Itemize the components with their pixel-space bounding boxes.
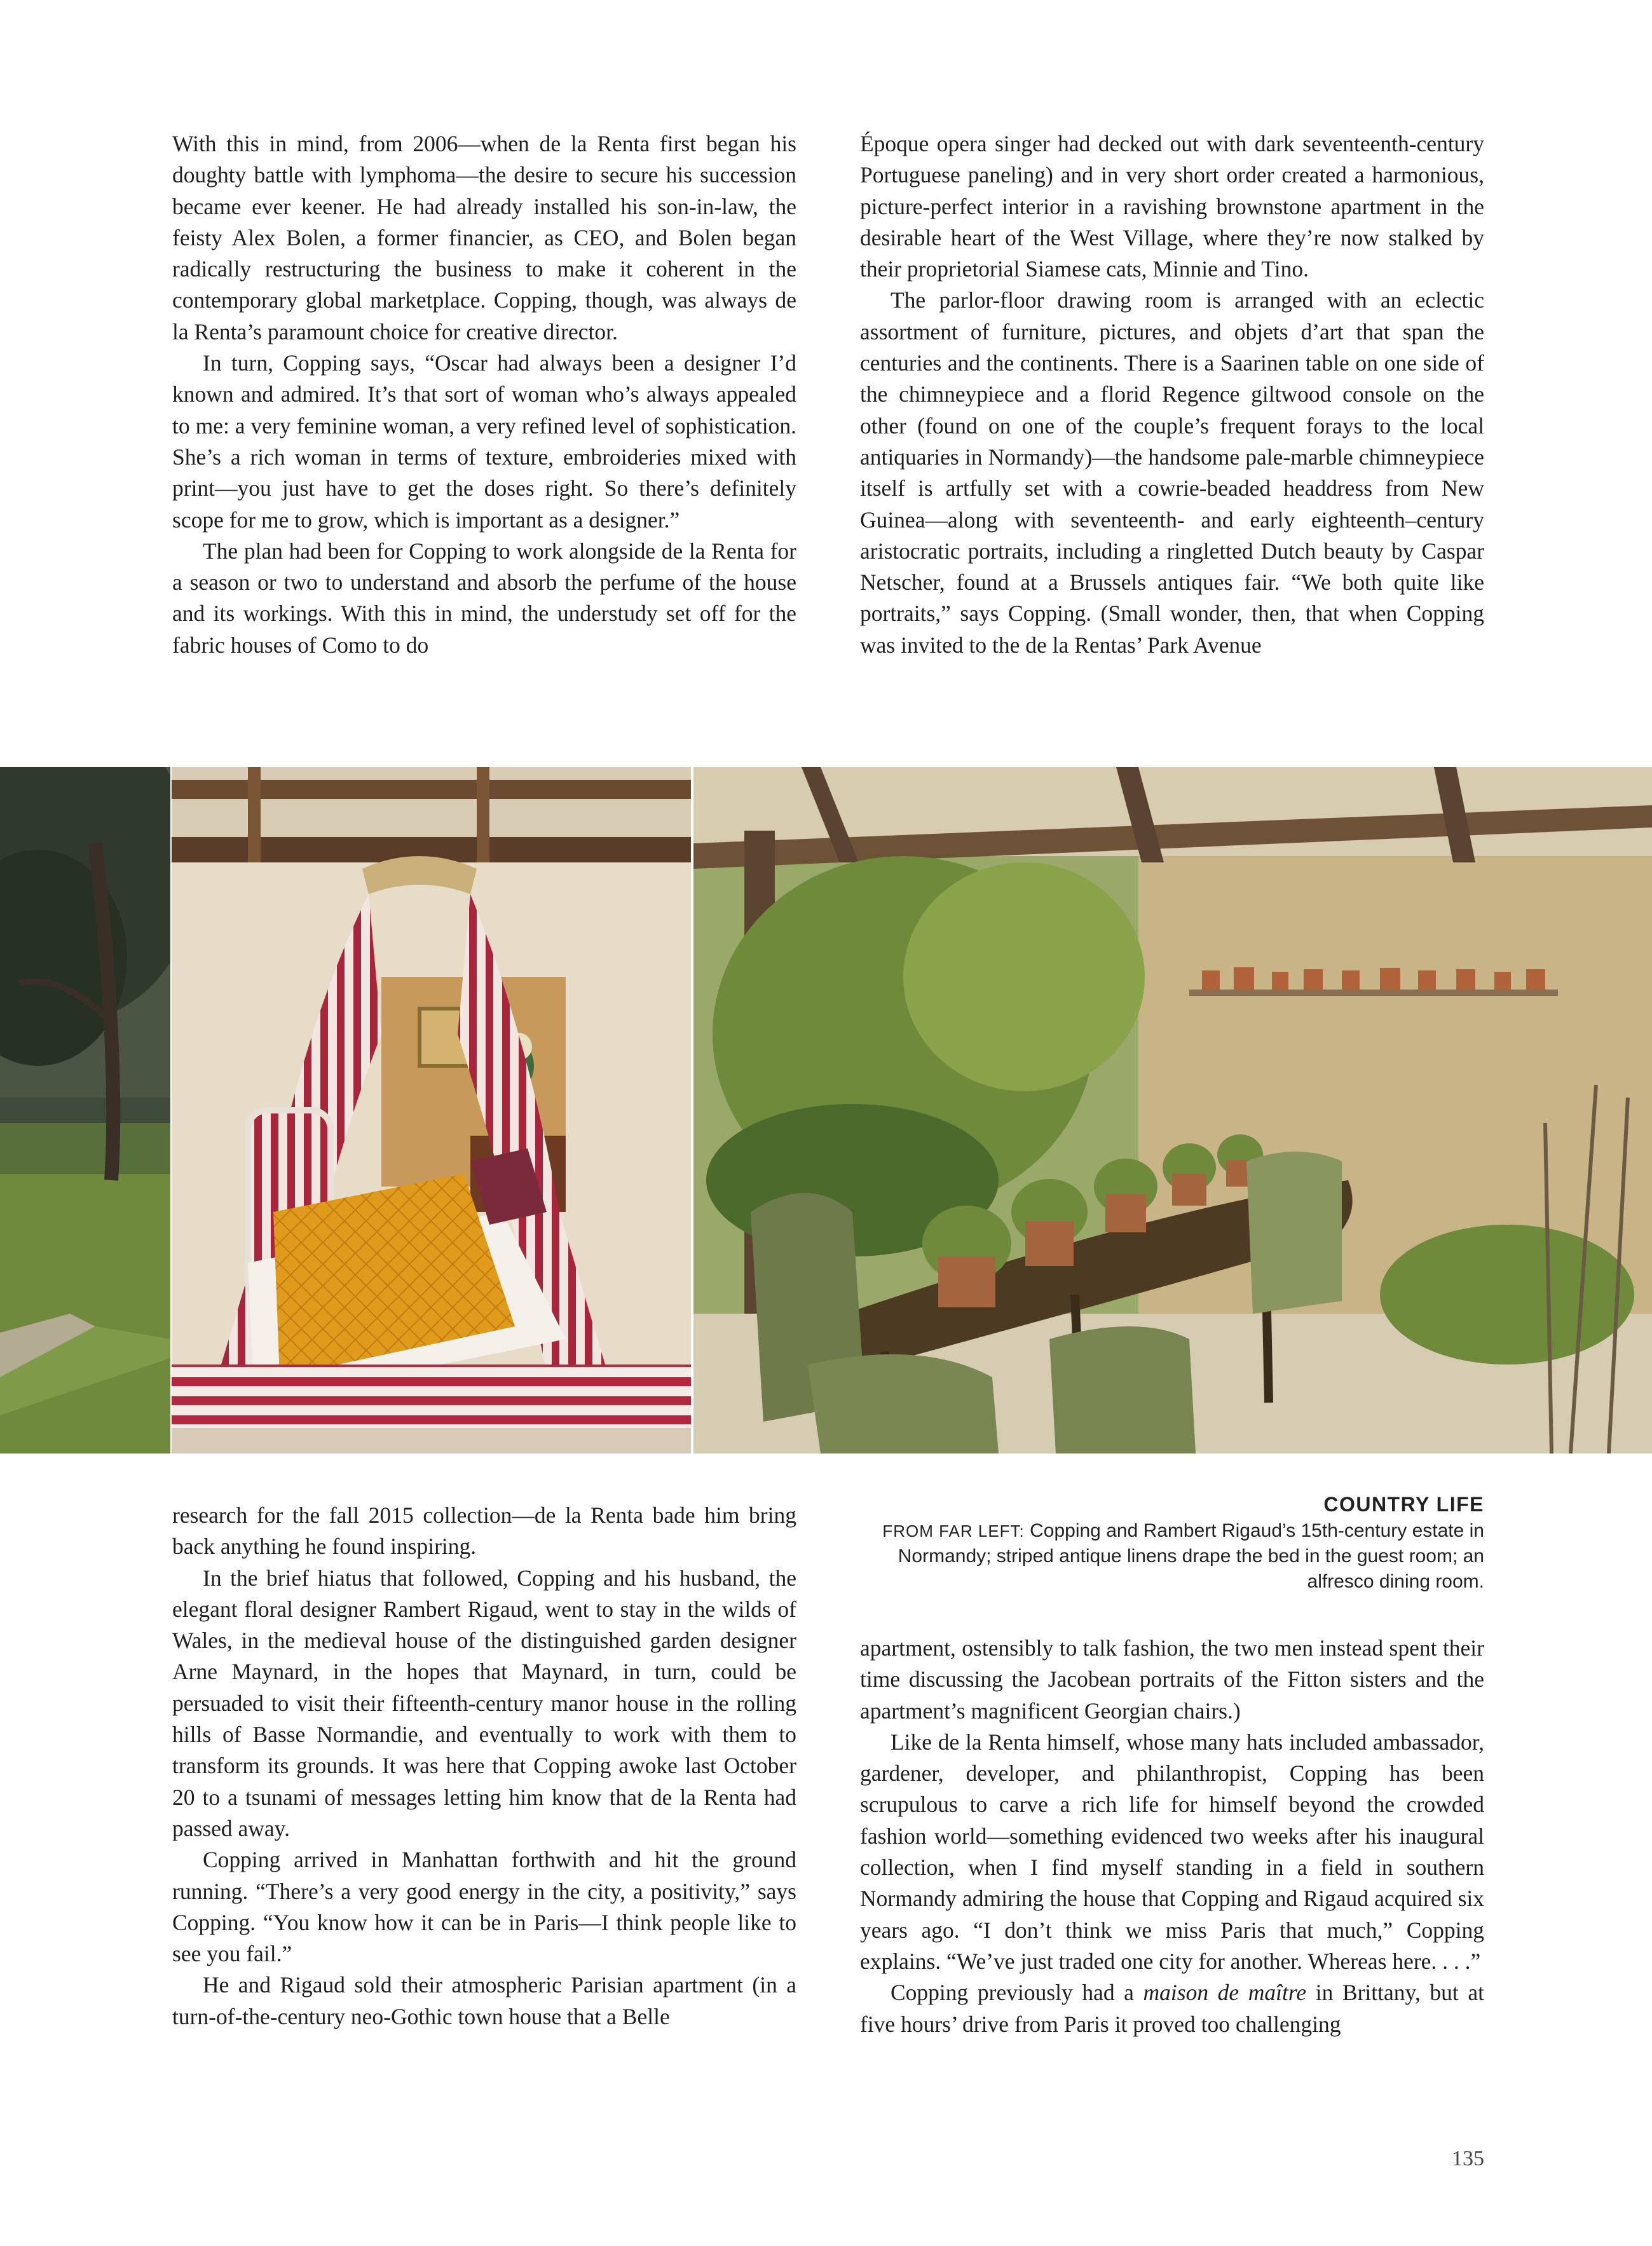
paragraph xyxy=(860,1977,1484,2040)
text-run: Copping previously had a xyxy=(891,1980,1143,2006)
italic-phrase: maison de maître xyxy=(1143,1980,1307,2006)
article-column-top-right xyxy=(860,128,1484,661)
paragraph: The plan had been for Copping to work alongside de la Renta for a season or two to understand and absorb the perfume of the house and its workings. With this in mind, the understudy set off for the fabric houses of Como to do xyxy=(172,538,796,658)
paragraph: Copping arrived in Manhattan forthwith and hit the ground running. “There’s a very good energy in the city, a positivity,” says Copping. “You know how it can be in Paris—I think people like to see you fail.” xyxy=(172,1847,796,1967)
photo-caption xyxy=(860,1490,1484,1595)
text-run: in Brittany, but at five hours’ drive from Paris it proved too challenging xyxy=(860,1980,1484,2037)
caption-body: Copping and Rambert Rigaud’s 15th-century estate in Normandy; striped antique linens drape the bed in the guest room; an alfresco dining room. xyxy=(898,1520,1484,1592)
paragraph: In turn, Copping says, “Oscar had always been a designer I’d known and admired. It’s that sort of woman who’s always appealed to me: a very feminine woman, a very refined level of sophistication. She’s a rich woman in terms of texture, embroideries mixed with print—you just have to get the doses right. So there’s definitely scope for me to grow, which is important as a designer.” xyxy=(172,350,796,533)
paragraph: In the brief hiatus that followed, Copping and his husband, the elegant floral designer Rambert Rigaud, went to stay in the wilds of Wales, in the medieval house of the distinguished garden designer Arne Maynard, in the hopes that Maynard, in turn, could be persuaded to visit their fifteenth-century manor house in the rolling hills of Basse Normandie, and eventually to work with them to transform its grounds. It was here that Copping awoke last October 20 to a tsunami of messages letting him know that de la Renta had passed away. xyxy=(172,1565,796,1841)
paragraph: The parlor-floor drawing room is arranged with an eclectic assortment of furniture, pictures, and objets d’art that span the centuries and the continents. There is a Saarinen table on one side of the chimneypiece and a florid Regence giltwood console on the other (found on one of the couple’s frequent forays to the local antiquaries in Normandy)—the handsome pale-marble chimneypiece itself is artfully set with a cowrie-beaded headdress from New Guinea—along with seventeenth- and early eighteenth–century aristocratic portraits, including a ringletted Dutch beauty by Caspar Netscher, found at a Brussels antiques fair. “We both quite like portraits,” says Copping. (Small wonder, then, that when Copping was invited to the de la Rentas’ Park Avenue xyxy=(860,287,1484,658)
caption-title: COUNTRY LIFE xyxy=(1323,1493,1484,1516)
guest-bedroom-photo xyxy=(172,767,691,1453)
page-number: 135 xyxy=(1452,2147,1484,2170)
paragraph: Époque opera singer had decked out with dark seventeenth-century Portuguese paneling) and in very short order created a harmonious, picture-perfect interior in a ravishing brownstone apartment in the desirable heart of the West Village, where they’re now stalked by their proprietorial Siamese cats, Minnie and Tino. xyxy=(860,131,1484,282)
caption-lead: FROM FAR LEFT: xyxy=(882,1521,1025,1541)
article-column-bottom-left xyxy=(172,1500,796,2032)
paragraph: apartment, ostensibly to talk fashion, the two men instead spent their time discussing the Jacobean portraits of the Fitton sisters and the apartment’s magnificent Georgian chairs.) xyxy=(860,1635,1484,1724)
paragraph: He and Rigaud sold their atmospheric Parisian apartment (in a turn-of-the-century neo-Gothic town house that a Belle xyxy=(172,1972,796,2029)
paragraph: Like de la Renta himself, whose many hats included ambassador, gardener, developer, and philanthropist, Copping has been scrupulous to carve a rich life for himself beyond the crowded fashion world—something evidenced two weeks after his inaugural collection, when I find myself standing in a field in southern Normandy admiring the house that Copping and Rigaud acquired six years ago. “I don’t think we miss Paris that much,” Copping explains. “We’ve just traded one city for another. Whereas here. . . .” xyxy=(860,1729,1484,1974)
estate-exterior-photo xyxy=(0,767,170,1453)
article-column-bottom-right xyxy=(860,1633,1484,2040)
alfresco-dining-photo xyxy=(693,767,1652,1453)
paragraph: With this in mind, from 2006—when de la Renta first began his doughty battle with lymphoma—the desire to secure his succession became ever keener. He had already installed his son-in-law, the feisty Alex Bolen, a former financier, as CEO, and Bolen began radically restructuring the business to make it coherent in the contemporary global marketplace. Copping, though, was always de la Renta’s paramount choice for creative director. xyxy=(172,131,796,344)
article-column-top-left xyxy=(172,128,796,661)
paragraph: research for the fall 2015 collection—de la Renta bade him bring back anything he found inspiring. xyxy=(172,1502,796,1560)
caption-text xyxy=(860,1518,1484,1595)
